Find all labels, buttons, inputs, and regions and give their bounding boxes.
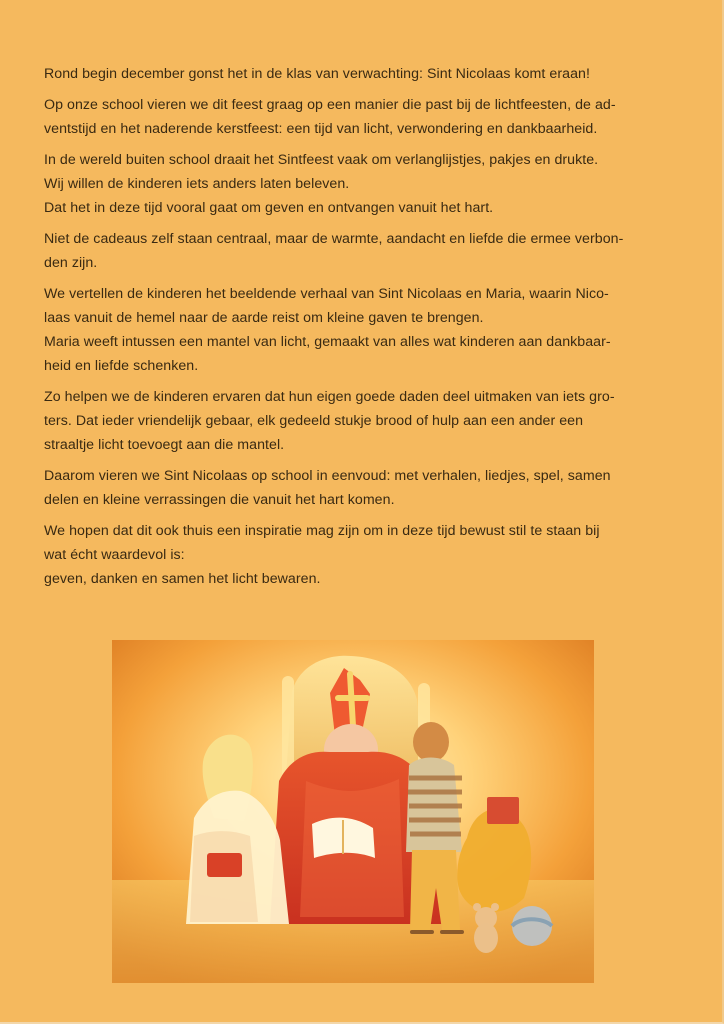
paragraph-line: laas vanuit de hemel naar de aarde reist om kleine gaven te brengen. xyxy=(44,310,484,326)
paragraph-line: geven, danken en samen het licht bewaren. xyxy=(44,571,321,587)
paragraph-line: Niet de cadeaus zelf staan centraal, maar de warmte, aandacht en liefde die ermee verbon- xyxy=(44,231,624,247)
paragraph-line: ters. Dat ieder vriendelijk gebaar, elk gedeeld stukje brood of hulp aan een ander een xyxy=(44,413,584,429)
paragraph-line: Wij willen de kinderen iets anders laten beleven. xyxy=(44,176,350,192)
paragraph-5 xyxy=(44,282,680,378)
paragraph-line: Dat het in deze tijd vooral gaat om geven en ontvangen vanuit het hart. xyxy=(44,200,494,216)
paragraph-line: Daarom vieren we Sint Nicolaas op school in eenvoud: met verhalen, liedjes, spel, samen xyxy=(44,468,611,484)
ball-icon xyxy=(512,906,552,946)
paragraph-line: straaltje licht toevoegt aan die mantel. xyxy=(44,437,285,453)
paragraph-7 xyxy=(44,464,680,512)
sinterklaas-illustration xyxy=(112,640,594,983)
paragraph-line: In de wereld buiten school draait het Sintfeest vaak om verlanglijstjes, pakjes en drukte. xyxy=(44,152,599,168)
paragraph-line: delen en kleine verrassingen die vanuit het hart komen. xyxy=(44,492,395,508)
gift-icon xyxy=(207,853,242,877)
paragraph-line: We hopen dat dit ook thuis een inspiratie mag zijn om in deze tijd bewust stil te staan bij xyxy=(44,523,600,539)
paragraph-line: Rond begin december gonst het in de klas van verwachting: Sint Nicolaas komt eraan! xyxy=(44,66,590,82)
body-text xyxy=(44,62,680,591)
paragraph-line: ventstijd en het naderende kerstfeest: een tijd van licht, verwondering en dankbaarheid. xyxy=(44,121,598,137)
paragraph-line: den zijn. xyxy=(44,255,98,271)
paragraph-1 xyxy=(44,62,680,86)
paragraph-3 xyxy=(44,148,680,220)
paragraph-2 xyxy=(44,93,680,141)
paragraph-line: wat écht waardevol is: xyxy=(44,547,185,563)
paragraph-line: Zo helpen we de kinderen ervaren dat hun eigen goede daden deel uitmaken van iets gro- xyxy=(44,389,615,405)
paragraph-4 xyxy=(44,227,680,275)
paragraph-line: heid en liefde schenken. xyxy=(44,358,199,374)
paragraph-8 xyxy=(44,519,680,591)
paragraph-line: Maria weeft intussen een mantel van licht, gemaakt van alles wat kinderen aan dankbaar- xyxy=(44,334,611,350)
paragraph-6 xyxy=(44,385,680,457)
illustration-svg xyxy=(112,640,594,983)
present-icon xyxy=(487,797,519,824)
paragraph-line: Op onze school vieren we dit feest graag op een manier die past bij de lichtfeesten, de ad- xyxy=(44,97,616,113)
paragraph-line: We vertellen de kinderen het beeldende verhaal van Sint Nicolaas en Maria, waarin Nico- xyxy=(44,286,609,302)
